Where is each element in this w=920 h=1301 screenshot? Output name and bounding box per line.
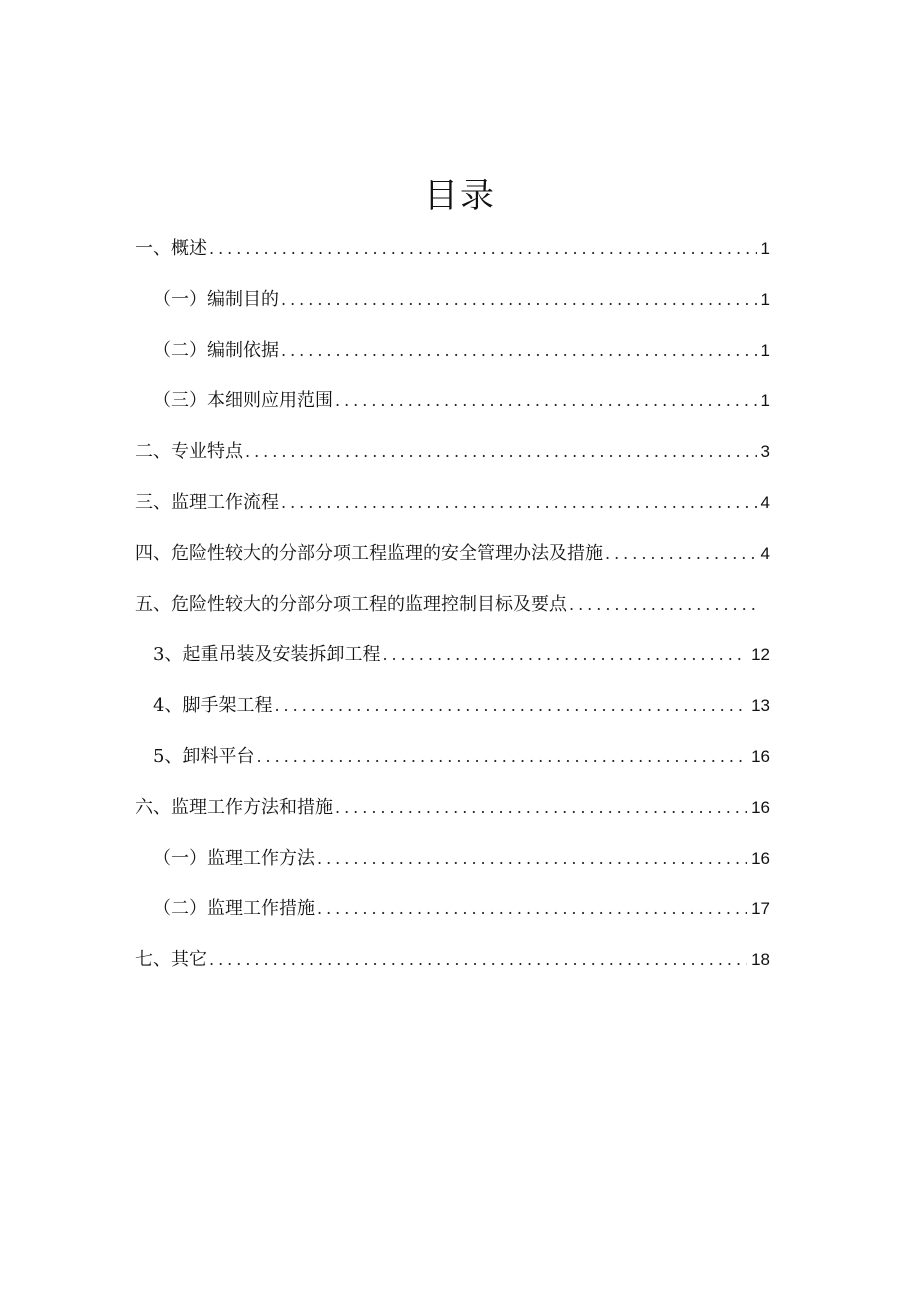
toc-leader-dots [209, 941, 747, 979]
toc-entry[interactable] [135, 281, 770, 332]
toc-entry[interactable] [135, 382, 770, 433]
toc-page-number: 12 [751, 645, 770, 665]
toc-leader-dots [335, 789, 747, 827]
toc-page-number: 1 [760, 391, 770, 411]
toc-entry[interactable] [135, 789, 770, 840]
toc-entry-text: （一）编制目的 [153, 288, 279, 310]
toc-page-number: 3 [760, 442, 770, 462]
toc-page-number: 1 [760, 340, 770, 360]
toc-entry-text: （三）本细则应用范围 [153, 390, 333, 412]
toc-page-number: 16 [751, 746, 770, 766]
toc-entry[interactable] [135, 738, 770, 789]
toc-entry[interactable] [135, 586, 770, 637]
toc-entry-text: 四、危险性较大的分部分项工程监理的安全管理办法及措施 [135, 542, 603, 564]
toc-entry-text: 3、起重吊装及安装拆卸工程 [153, 644, 381, 666]
toc-leader-dots [256, 738, 747, 776]
toc-leader-dots [281, 484, 757, 522]
toc-entry-text: （一）监理工作方法 [153, 847, 315, 869]
toc-entry[interactable] [135, 941, 770, 992]
toc-leader-dots [605, 535, 757, 573]
toc-leader-dots [335, 382, 757, 420]
toc-entry[interactable] [135, 332, 770, 383]
toc-leader-dots [281, 281, 757, 319]
toc-leader-dots [274, 687, 747, 725]
toc-page-number: 16 [751, 797, 770, 817]
toc-page-number: 16 [751, 848, 770, 868]
toc-entry[interactable] [135, 535, 770, 586]
toc-title: 目录 [424, 176, 496, 216]
toc-leader-dots [317, 890, 747, 928]
toc-page-number: 4 [760, 492, 770, 512]
toc-entry[interactable] [135, 484, 770, 535]
toc-list [135, 230, 770, 992]
toc-entry-text: （二）监理工作措施 [153, 898, 315, 920]
toc-entry[interactable] [135, 433, 770, 484]
toc-entry-text: 一、概述 [135, 238, 207, 259]
toc-page-number: 1 [760, 289, 770, 309]
toc-entry-text: 七、其它 [135, 949, 207, 971]
toc-leader-dots [569, 586, 758, 624]
toc-entry[interactable] [135, 687, 770, 738]
toc-entry-text: （二）编制依据 [153, 339, 279, 361]
toc-page-number: 4 [760, 543, 770, 563]
toc-entry-text: 4、脚手架工程 [153, 695, 273, 717]
toc-page-number: 17 [751, 899, 770, 919]
toc-entry[interactable] [135, 636, 770, 687]
toc-leader-dots [209, 230, 757, 268]
toc-leader-dots [382, 636, 747, 674]
toc-leader-dots [281, 332, 757, 370]
toc-entry[interactable] [135, 840, 770, 891]
toc-leader-dots [245, 433, 757, 471]
toc-page-number: 1 [760, 239, 770, 258]
toc-entry[interactable] [135, 230, 770, 281]
toc-entry-text: 5、卸料平台 [153, 745, 255, 767]
toc-entry[interactable] [135, 890, 770, 941]
toc-page-number: 18 [751, 950, 770, 970]
toc-page-number: 13 [751, 696, 770, 716]
toc-entry-text: 三、监理工作流程 [135, 491, 279, 513]
toc-entry-text: 二、专业特点 [135, 441, 243, 463]
toc-entry-text: 六、监理工作方法和措施 [135, 796, 333, 818]
toc-leader-dots [317, 840, 747, 878]
toc-entry-text: 五、危险性较大的分部分项工程的监理控制目标及要点 [135, 593, 567, 615]
